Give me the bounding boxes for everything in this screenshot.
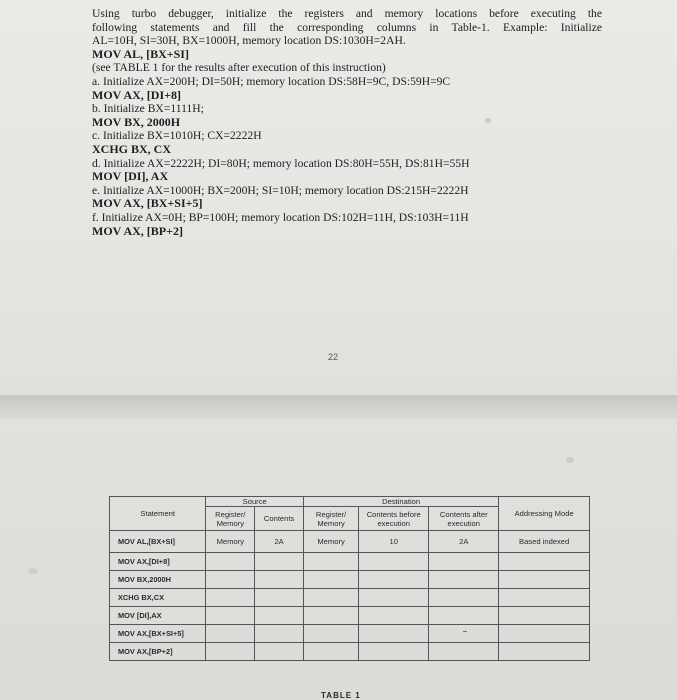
header-addressing-mode: Addressing Mode [499, 497, 590, 531]
table-row [110, 625, 590, 643]
cell-source-reg-mem [206, 571, 255, 589]
cell-dest-reg-mem [303, 571, 358, 589]
header-source-contents: Contents [255, 507, 304, 531]
cell-addressing-mode [499, 589, 590, 607]
cell-source-contents [255, 643, 304, 661]
cell-dest-before [359, 553, 429, 571]
cell-source-reg-mem [206, 589, 255, 607]
table-row [110, 589, 590, 607]
cell-addressing-mode [499, 625, 590, 643]
page-gap [0, 395, 677, 419]
cell-source-contents [255, 625, 304, 643]
task-setup: a. Initialize AX=200H; DI=50H; memory location DS:58H=9C, DS:59H=9C [92, 74, 451, 88]
cell-dest-reg-mem [303, 553, 358, 571]
cell-dest-before: 10 [359, 531, 429, 553]
task-setup: b. Initialize BX=1111H; [92, 102, 204, 116]
cell-source-reg-mem [206, 625, 255, 643]
header-dest-before: Contents before execution [359, 507, 429, 531]
task-instruction: MOV [DI], AX [92, 169, 169, 184]
cell-addressing-mode [499, 553, 590, 571]
task-instruction: MOV BX, 2000H [92, 114, 181, 129]
cell-dest-reg-mem [303, 643, 358, 661]
cell-dest-after [429, 553, 499, 571]
table-row [110, 531, 590, 553]
intro-line: AL=10H, SI=30H, BX=1000H, memory location DS:1030H=2AH. [92, 34, 406, 48]
cell-source-reg-mem: Memory [206, 531, 255, 553]
cell-addressing-mode [499, 571, 590, 589]
task-setup: d. Initialize AX=2222H; DI=80H; memory location DS:80H=55H, DS:81H=55H [92, 156, 470, 170]
cell-dest-before [359, 589, 429, 607]
cell-source-reg-mem [206, 553, 255, 571]
cell-source-reg-mem [206, 607, 255, 625]
paper-smudge [566, 457, 574, 463]
cell-source-reg-mem [206, 643, 255, 661]
cell-addressing-mode [499, 607, 590, 625]
header-source: Source [206, 497, 304, 507]
cell-dest-after [429, 571, 499, 589]
cell-statement: MOV AX,[BX+SI+5] [110, 625, 206, 643]
cell-dest-reg-mem [303, 589, 358, 607]
header-destination: Destination [303, 497, 498, 507]
page-number: 22 [328, 352, 339, 362]
cell-dest-after: 2A [429, 531, 499, 553]
header-statement: Statement [110, 497, 206, 531]
cell-dest-reg-mem [303, 607, 358, 625]
header-source-reg-mem: Register/ Memory [206, 507, 255, 531]
cell-addressing-mode [499, 643, 590, 661]
table-row [110, 643, 590, 661]
task-setup: e. Initialize AX=1000H; BX=200H; SI=10H; memory location DS:215H=2222H [92, 183, 469, 197]
assignment-text [92, 7, 602, 238]
task-instruction: MOV AX, [BX+SI+5] [92, 196, 203, 211]
table-row [110, 607, 590, 625]
cell-statement: MOV BX,2000H [110, 571, 206, 589]
cell-dest-after [429, 643, 499, 661]
cell-statement: XCHG BX,CX [110, 589, 206, 607]
task-instruction: XCHG BX, CX [92, 141, 172, 156]
task-setup: c. Initialize BX=1010H; CX=2222H [92, 129, 262, 143]
header-dest-after: Contents after execution [429, 507, 499, 531]
intro-line: Using turbo debugger, initialize the registers and memory locations before executing the [92, 7, 602, 20]
example-instruction: MOV AL, [BX+SI] [92, 46, 189, 61]
header-dest-reg-mem: Register/ Memory [303, 507, 358, 531]
cell-dest-reg-mem: Memory [303, 531, 358, 553]
task-instruction: MOV AX, [DI+8] [92, 87, 181, 102]
task-instruction: MOV AX, [BP+2] [92, 223, 183, 238]
cell-dest-before [359, 625, 429, 643]
cell-source-contents [255, 553, 304, 571]
cell-source-contents: 2A [255, 531, 304, 553]
cell-dest-reg-mem [303, 625, 358, 643]
cell-dest-after [429, 589, 499, 607]
cell-statement: MOV AL,[BX+SI] [110, 531, 206, 553]
task-setup: f. Initialize AX=0H; BP=100H; memory location DS:102H=11H, DS:103H=11H [92, 210, 469, 224]
cell-statement: MOV [DI],AX [110, 607, 206, 625]
cell-statement: MOV AX,[DI+8] [110, 553, 206, 571]
cell-statement: MOV AX,[BP+2] [110, 643, 206, 661]
cell-dest-after [429, 625, 499, 643]
cell-dest-after [429, 607, 499, 625]
paper-smudge [28, 568, 38, 574]
cell-dest-before [359, 607, 429, 625]
pen-mark [463, 631, 467, 632]
table-row [110, 553, 590, 571]
example-note: (see TABLE 1 for the results after execution of this instruction) [92, 61, 386, 75]
intro-line: following statements and fill the corresponding columns in Table-1. Example: Initialize [92, 20, 602, 34]
cell-source-contents [255, 589, 304, 607]
table-title: TABLE 1 [321, 691, 361, 700]
cell-dest-before [359, 571, 429, 589]
cell-addressing-mode: Based indexed [499, 531, 590, 553]
cell-source-contents [255, 571, 304, 589]
cell-dest-before [359, 643, 429, 661]
table-row [110, 571, 590, 589]
cell-source-contents [255, 607, 304, 625]
results-table [109, 496, 590, 661]
